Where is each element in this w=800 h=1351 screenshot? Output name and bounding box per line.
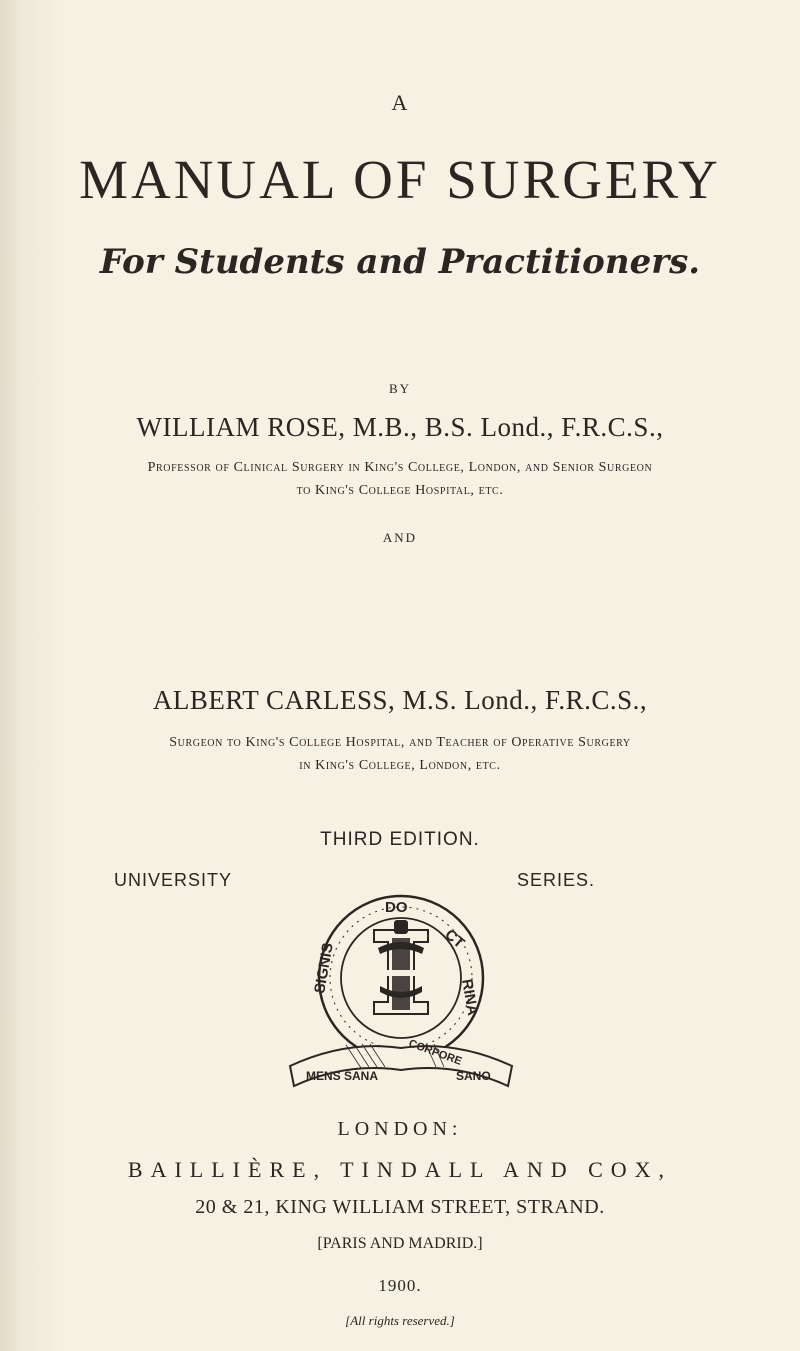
title-article: A (391, 90, 409, 115)
by-label: BY (388, 381, 412, 396)
book-subtitle: For Students and Practitioners. (99, 242, 701, 282)
svg-text:SIGNIS: SIGNIS (311, 941, 337, 995)
imprint-year: 1900. (378, 1276, 422, 1295)
author-1-credentials-line-1: Professor of Clinical Surgery in King's College, London, and Senior Surgeon (147, 460, 653, 475)
svg-text:CT: CT (441, 926, 468, 952)
svg-text:RINA: RINA (458, 977, 482, 1017)
imprint-rights: [All rights reserved.] (345, 1313, 455, 1328)
imprint-publisher: BAILLIÈRE, TINDALL AND COX, (127, 1157, 673, 1182)
series-word-left: UNIVERSITY (114, 870, 233, 890)
and-label: AND (382, 530, 418, 545)
publisher-emblem-icon (286, 890, 516, 1090)
edition-label: THIRD EDITION. (320, 829, 480, 850)
imprint-address: 20 & 21, KING WILLIAM STREET, STRAND. (195, 1196, 605, 1218)
author-1-name: WILLIAM ROSE, M.B., B.S. Lond., F.R.C.S., (136, 412, 664, 442)
author-2-credentials-line-2: in King's College, London, etc. (299, 758, 501, 773)
svg-text:DO: DO (385, 899, 408, 916)
svg-text:SANO: SANO (456, 1069, 491, 1083)
svg-text:MENS SANA: MENS SANA (306, 1069, 379, 1083)
author-2-name: ALBERT CARLESS, M.S. Lond., F.R.C.S., (152, 685, 648, 715)
book-title: MANUAL OF SURGERY (79, 149, 721, 210)
imprint-city: LONDON: (337, 1118, 463, 1140)
imprint-branches: [PARIS AND MADRID.] (317, 1235, 483, 1252)
author-2-credentials-line-1: Surgeon to King's College Hospital, and Teacher of Operative Surgery (169, 735, 631, 750)
author-1-credentials-line-2: to King's College Hospital, etc. (296, 483, 504, 498)
svg-text:CORPORE: CORPORE (406, 1037, 464, 1068)
series-word-right: SERIES. (517, 870, 596, 890)
